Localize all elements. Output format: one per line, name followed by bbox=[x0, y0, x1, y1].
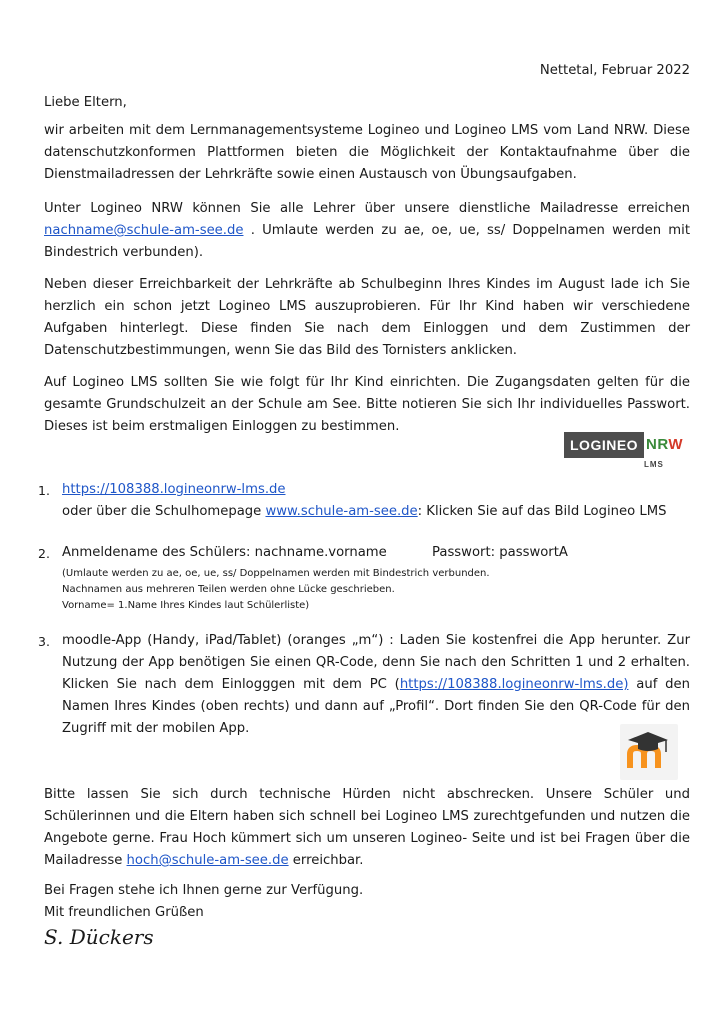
paragraph-mail-text-a: Unter Logineo NRW können Sie alle Lehrer über unsere dienstliche Mailadresse erreichen bbox=[44, 201, 690, 216]
lms-url-link-2[interactable]: https://108388.logineonrw-lms.de) bbox=[399, 677, 629, 692]
logo-r: R bbox=[657, 436, 669, 453]
paragraph-encouragement bbox=[44, 784, 690, 872]
step-2-password: Passwort: passwortA bbox=[432, 545, 568, 560]
step-1-text-b: : Klicken Sie auf das Bild Logineo LMS bbox=[417, 504, 667, 519]
moodle-icon-graphic bbox=[620, 724, 678, 780]
step-2-note-3: Vorname= 1.Name Ihres Kindes laut Schülerliste) bbox=[62, 600, 310, 611]
paragraph-invitation: Neben dieser Erreichbarkeit der Lehrkräfte ab Schulbeginn Ihres Kindes im August lade ich Sie herzlich ein schon jetzt Logineo LMS auszuprobieren. Für Ihr Kind haben wir verschiedene Aufgaben hinterlegt. Diese finden Sie nach dem Einloggen und dem Zustimmen der Datenschutzbestimmungen, wenn Sie das Bild des Tornisters anklicken. bbox=[44, 277, 690, 358]
logineo-logo-lms: LMS bbox=[644, 460, 664, 469]
paragraph-encouragement-text-a: Bitte lassen Sie sich durch technische Hürden nicht abschrecken. Unsere Schüler und Schülerinnen und die Eltern haben sich schnell bei Logineo LMS zurechtgefunden und nutzen die Angebote gerne. Frau Hoch kümmert sich um unseren Logineo- Seite und ist bei Fragen über die Mailadresse bbox=[44, 787, 690, 868]
paragraph-intro: wir arbeiten mit dem Lernmanagementsysteme Logineo und Logineo LMS vom Land NRW. Diese datenschutzkonformen Plattformen bieten die Möglichkeit der Kontaktaufnahme über die Dienstmailadressen der Lehrkräfte sowie einen Austausch von Übungsaufgaben. bbox=[44, 123, 690, 182]
paragraph-encouragement-text-b: erreichbar. bbox=[288, 853, 364, 868]
step-1-number: 1. bbox=[38, 483, 50, 498]
lms-url-link[interactable]: https://108388.logineonrw-lms.de bbox=[62, 482, 286, 497]
closing-line-1: Bei Fragen stehe ich Ihnen gerne zur Verfügung. bbox=[44, 883, 364, 898]
step-1-text-a: oder über die Schulhomepage bbox=[62, 504, 266, 519]
logineo-logo-nrw bbox=[646, 432, 683, 458]
step-2-number: 2. bbox=[38, 546, 50, 561]
step-3-text bbox=[62, 630, 690, 740]
step-3-number: 3. bbox=[38, 634, 50, 649]
paragraph-setup: Auf Logineo LMS sollten Sie wie folgt für Ihr Kind einrichten. Die Zugangsdaten gelten für die gesamte Grundschulzeit an der Schule am See. Bitte notieren Sie sich Ihr individuelles Passwort. Dieses ist beim erstmaligen Einloggen zu bestimmen. bbox=[44, 375, 690, 434]
signature: S. Dückers bbox=[44, 925, 154, 949]
paragraph-mail-text-b: . Umlaute werden zu ae, oe, ue, ss/ Doppelnamen werden mit Bindestrich verbunden). bbox=[44, 223, 690, 260]
logo-w: W bbox=[668, 436, 684, 453]
logineo-nrw-logo bbox=[564, 432, 682, 472]
hoch-mail-link[interactable]: hoch@schule-am-see.de bbox=[126, 853, 289, 868]
school-homepage-link[interactable]: www.schule-am-see.de bbox=[265, 504, 418, 519]
greeting: Liebe Eltern, bbox=[44, 95, 127, 110]
teacher-mail-link[interactable]: nachname@schule-am-see.de bbox=[44, 223, 244, 238]
step-1-line-1 bbox=[62, 479, 682, 501]
step-1-line-2 bbox=[62, 501, 692, 523]
place-date: Nettetal, Februar 2022 bbox=[539, 63, 690, 78]
closing-line-2: Mit freundlichen Grüßen bbox=[44, 905, 204, 920]
logo-n: N bbox=[646, 436, 658, 453]
moodle-m-icon bbox=[620, 724, 678, 780]
paragraph-mail bbox=[44, 198, 690, 264]
step-2-note-2: Nachnamen aus mehreren Teilen werden ohne Lücke geschrieben. bbox=[62, 584, 395, 595]
step-3-text-b: auf den Namen Ihres Kindes (oben rechts) und dann auf „Profil“. Dort finden Sie den QR-Code für den Zugriff mit der mobilen App. bbox=[62, 677, 691, 736]
step-2-username: Anmeldename des Schülers: nachname.vorname bbox=[62, 545, 387, 560]
logineo-logo-wordmark: LOGINEO bbox=[564, 432, 644, 458]
step-2-note-1: (Umlaute werden zu ae, oe, ue, ss/ Doppelnamen werden mit Bindestrich verbunden. bbox=[62, 568, 490, 579]
step-3-text-a: moodle-App (Handy, iPad/Tablet) (oranges „m“) : Laden Sie kostenfrei die App herunter. Zur Nutzung der App benötigen Sie einen QR-Code, denn Sie nach den Schritten 1 und 2 erhalten. Klicken Sie nach dem Einlogggen mit dem PC ( bbox=[62, 633, 690, 692]
